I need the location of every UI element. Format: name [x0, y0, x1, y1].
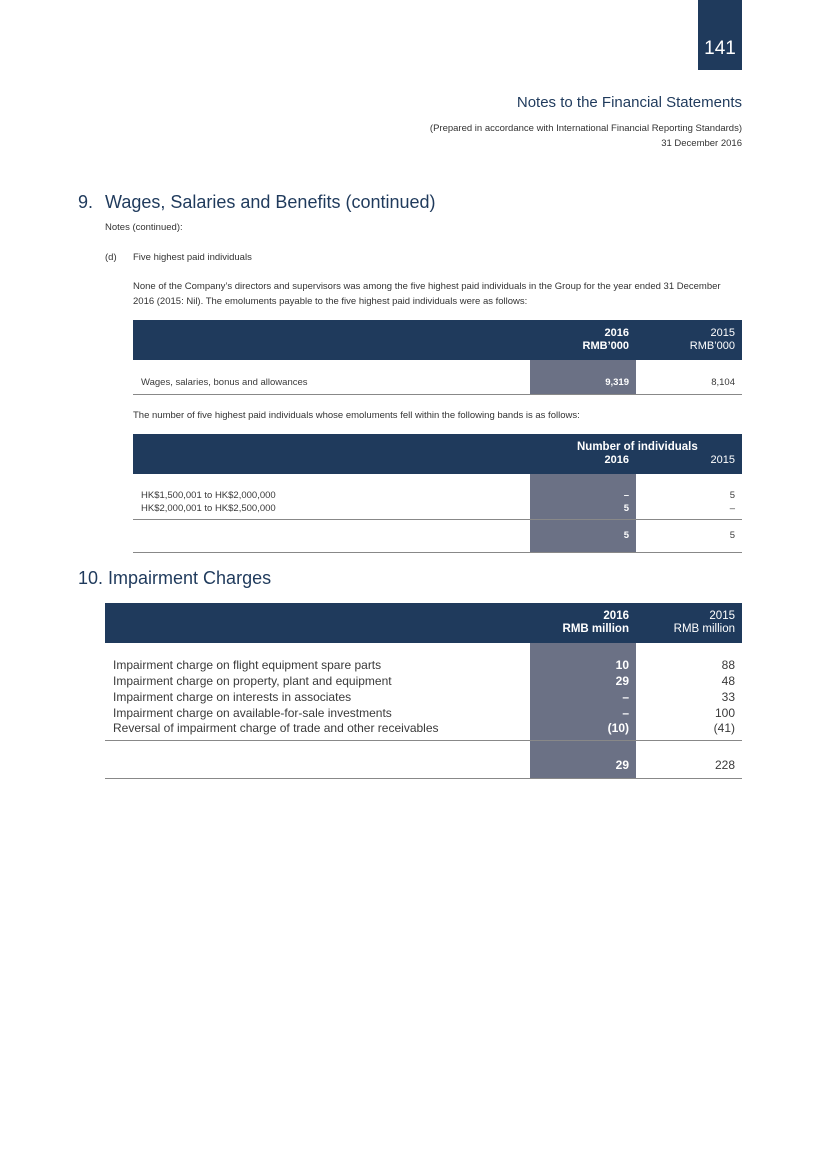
- t2-row2-label: HK$2,000,001 to HK$2,500,000: [133, 503, 530, 519]
- section-9-heading: [78, 192, 436, 213]
- table-total-row: [133, 519, 742, 552]
- table-row: [105, 721, 742, 740]
- t3-row4-2015: 100: [714, 706, 735, 720]
- t2-row1-label: HK$1,500,001 to HK$2,000,000: [141, 490, 276, 501]
- t3-unit-2016: RMB million: [562, 623, 629, 635]
- running-header-title: Notes to the Financial Statements: [516, 94, 742, 111]
- t1-row-2016: 9,319: [530, 360, 636, 394]
- t1-row-2015: 8,104: [636, 360, 742, 394]
- t3-row2-label: Impairment charge on property, plant and equipment: [113, 674, 392, 688]
- t3-year-2015: 2015: [709, 610, 735, 622]
- table-total-row: [105, 740, 742, 778]
- t3-row5-2015: (41): [636, 721, 742, 740]
- t3-row1-label: Impairment charge on flight equipment spare parts: [113, 658, 382, 672]
- emoluments-table: [133, 320, 742, 395]
- t2-row1-2016: –: [530, 474, 636, 503]
- running-header-subtitle: (Prepared in accordance with International Financial Reporting Standards): [429, 123, 742, 134]
- page-number: 141: [698, 0, 742, 70]
- note-item-title: Five highest paid individuals: [133, 252, 252, 263]
- bands-table: [133, 434, 742, 553]
- table-row: [133, 360, 742, 394]
- note-item-label: (d): [105, 252, 117, 263]
- t2-total-2015: 5: [636, 519, 742, 552]
- t2-row2-2016: 5: [530, 503, 636, 519]
- t1-row-label: Wages, salaries, bonus and allowances: [133, 360, 530, 394]
- table-row: [133, 503, 742, 519]
- t3-row3-label: Impairment charge on interests in associates: [113, 690, 352, 704]
- bands-intro: The number of five highest paid individuals whose emoluments fell within the following bands is as follows:: [133, 410, 580, 421]
- t3-row5-label: Reversal of impairment charge of trade and other receivables: [105, 721, 530, 740]
- t2-group-header: Number of individuals: [577, 441, 698, 453]
- notes-label: Notes (continued):: [105, 222, 183, 233]
- t3-total-2016: 29: [530, 740, 636, 778]
- t3-row2-2015: 48: [721, 674, 735, 688]
- t2-row2-2015: –: [636, 503, 742, 519]
- impairment-table: [105, 603, 742, 779]
- section-9-number: 9.: [78, 192, 94, 212]
- t3-row3-2016: –: [530, 689, 636, 705]
- running-header-date: 31 December 2016: [661, 138, 742, 149]
- t3-row1-2015: 88: [721, 658, 735, 672]
- t3-row4-2016: –: [530, 705, 636, 721]
- t3-row5-2016: (10): [530, 721, 636, 740]
- t2-row1-2015: 5: [729, 490, 735, 501]
- note-paragraph: None of the Company’s directors and supervisors was among the five highest paid individuals in the Group for the year ended 31 December 2016 (2015: Nil). The emoluments payable to the five highest paid individuals were as follows:: [133, 281, 721, 307]
- t3-row4-label: Impairment charge on available-for-sale investments: [113, 706, 392, 720]
- t2-total-2016: 5: [530, 519, 636, 552]
- t3-unit-2015: RMB million: [673, 623, 735, 635]
- t2-year-2016: 2016: [604, 454, 629, 466]
- t1-unit-2016: RMB’000: [582, 340, 629, 352]
- t1-year-2015: 2015: [710, 327, 735, 339]
- section-10-title: 10. Impairment Charges: [78, 568, 272, 588]
- table-row: [105, 689, 742, 705]
- t1-year-2016: 2016: [604, 327, 629, 339]
- section-9-title: Wages, Salaries and Benefits (continued): [105, 192, 436, 212]
- t2-year-2015: 2015: [710, 454, 735, 466]
- t3-row2-2016: 29: [530, 673, 636, 689]
- table-row: [105, 705, 742, 721]
- table-row: [105, 643, 742, 673]
- t3-total-2015: 228: [636, 740, 742, 778]
- t1-unit-2015: RMB’000: [689, 340, 735, 352]
- table-row: [105, 673, 742, 689]
- table-row: [133, 474, 742, 503]
- t3-row1-2016: 10: [530, 643, 636, 673]
- t3-year-2016: 2016: [603, 610, 629, 622]
- t3-row3-2015: 33: [721, 690, 735, 704]
